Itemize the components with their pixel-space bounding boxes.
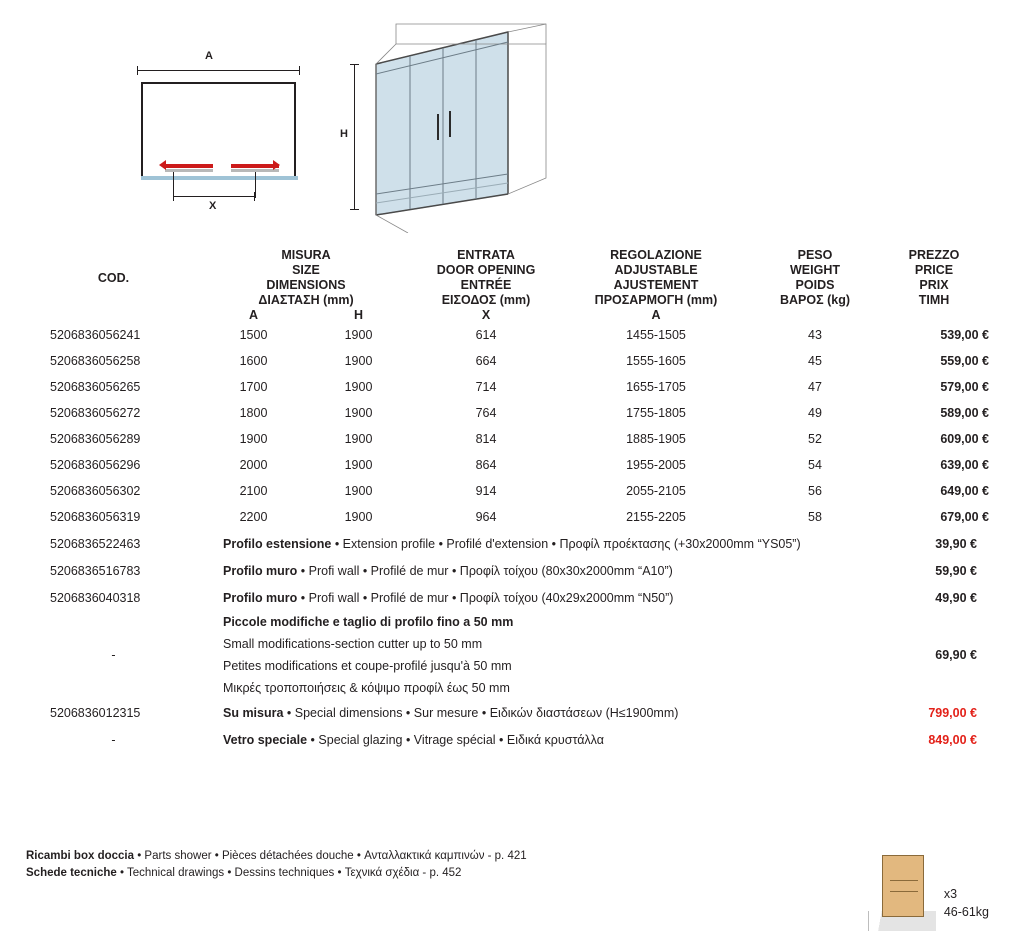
header-entry: [411, 248, 561, 308]
header-adjust: [561, 248, 751, 308]
table-row: [26, 478, 989, 504]
plan-tick-right: [255, 172, 256, 198]
cell-adjust: 2155-2205: [626, 510, 686, 524]
cell-h: 1900: [344, 406, 373, 420]
cell-description: [201, 557, 879, 584]
table-subheader-row: [26, 308, 989, 322]
footer-parts-rest: • Parts shower • Pièces détachées douche • Ανταλλακτικά καμπινών - p. 421: [134, 850, 527, 862]
dimension-label-h: H: [340, 128, 348, 140]
cell-price: 69,90 €: [935, 648, 977, 662]
header-adjust-fr: AJUSTEMENT: [613, 278, 699, 292]
special-row: [26, 699, 989, 726]
subheader-a: A: [248, 308, 259, 322]
cell-description: [201, 611, 879, 699]
arrow-left-icon: [159, 160, 166, 170]
cell-code: 5206836056319: [50, 510, 141, 524]
special-translations: • Special dimensions • Sur mesure • Ειδικών διαστάσεων (H≤1900mm): [283, 705, 679, 720]
header-entry-fr: ENTRÉE: [460, 278, 512, 292]
subheader-x: X: [481, 308, 491, 322]
cell-h: 1900: [344, 432, 373, 446]
cell-x: 764: [475, 406, 497, 420]
footer-parts-label: Ricambi box doccia: [26, 850, 135, 862]
cell-x: 814: [475, 432, 497, 446]
plan-door-right-red: [231, 164, 279, 168]
pallet-icon: [868, 855, 936, 931]
header-price-fr: PRIX: [919, 278, 949, 292]
packaging-weight: 46-61kg: [943, 905, 989, 919]
cell-adjust: 1955-2005: [626, 458, 686, 472]
cell-code: 5206836522463: [50, 536, 141, 551]
cell-weight: 54: [808, 458, 822, 472]
table-row: [26, 374, 989, 400]
diagram-area: [0, 0, 1015, 248]
cell-price: 849,00 €: [928, 732, 977, 747]
cell-adjust: 1885-1905: [626, 432, 686, 446]
dimension-line-h: [354, 64, 355, 210]
cell-description: [201, 584, 879, 611]
cell-x: 864: [475, 458, 497, 472]
special-name: Vetro speciale: [223, 732, 308, 747]
plan-view-diagram: [125, 48, 325, 212]
dimension-label-a: A: [205, 50, 213, 62]
cell-weight: 49: [808, 406, 822, 420]
table-header-row: [26, 248, 989, 308]
cell-a: 1900: [239, 432, 268, 446]
accessory-name: Profilo muro: [223, 563, 298, 578]
isometric-view-diagram: [338, 18, 558, 233]
table-row: [26, 400, 989, 426]
cell-code: 5206836056265: [50, 380, 141, 394]
table-row: [26, 426, 989, 452]
special-name: Su misura: [223, 705, 284, 720]
accessory-name: Profilo muro: [223, 590, 298, 605]
table-row: [26, 348, 989, 374]
cell-price: 49,90 €: [935, 590, 977, 605]
header-weight-it: PESO: [797, 248, 833, 262]
cell-code: 5206836056241: [50, 328, 141, 342]
footer-line-parts: [26, 848, 527, 865]
cell-code: 5206836040318: [50, 590, 141, 605]
header-adjust-en: ADJUSTABLE: [614, 263, 698, 277]
cell-code: 5206836012315: [50, 705, 141, 720]
header-size-en: SIZE: [292, 263, 320, 277]
cell-price: 639,00 €: [940, 458, 989, 472]
cell-a: 2000: [239, 458, 268, 472]
accessory-row: [26, 557, 989, 584]
cell-adjust: 2055-2105: [626, 484, 686, 498]
cell-code: 5206836056289: [50, 432, 141, 446]
subheader-blank: [26, 308, 201, 322]
accessory-row: [26, 530, 989, 557]
packaging-text: [944, 855, 989, 921]
cell-adjust: 1655-1705: [626, 380, 686, 394]
packaging-info: [868, 855, 989, 931]
cell-description: [201, 530, 879, 557]
header-entry-gr: ΕΙΣΟΔΟΣ (mm): [441, 293, 531, 307]
accessory-translations: • Profi wall • Profilé de mur • Προφίλ τοίχου (40x29x2000mm “N50”): [297, 590, 674, 605]
modifications-line-it: Piccole modifiche e taglio di profilo fino a 50 mm: [223, 615, 514, 629]
header-size-gr: ΔΙΑΣΤΑΣΗ (mm): [258, 293, 354, 307]
cell-x: 714: [475, 380, 497, 394]
cell-code: 5206836056296: [50, 458, 141, 472]
cell-h: 1900: [344, 328, 373, 342]
header-weight-gr: ΒΑΡΟΣ (kg): [779, 293, 850, 307]
cell-price: 539,00 €: [940, 328, 989, 342]
cell-weight: 45: [808, 354, 822, 368]
header-weight-en: WEIGHT: [790, 263, 840, 277]
header-entry-it: ENTRATA: [457, 248, 515, 262]
cell-adjust: 1555-1605: [626, 354, 686, 368]
cell-adjust: 1755-1805: [626, 406, 686, 420]
plan-floor-line: [141, 176, 298, 180]
cell-x: 664: [475, 354, 497, 368]
cell-h: 1900: [344, 510, 373, 524]
header-weight: [751, 248, 879, 308]
dimension-label-x: X: [209, 200, 217, 212]
special-row: [26, 726, 989, 753]
modifications-row: [26, 611, 989, 699]
cell-price: 39,90 €: [935, 536, 977, 551]
footer-drawings-label: Schede tecniche: [26, 867, 117, 879]
cell-x: 914: [475, 484, 497, 498]
cell-weight: 56: [808, 484, 822, 498]
accessory-name: Profilo estensione: [223, 536, 332, 551]
crate-panel: [882, 855, 924, 917]
cell-a: 1500: [239, 328, 268, 342]
cell-weight: 52: [808, 432, 822, 446]
cell-h: 1900: [344, 354, 373, 368]
subheader-price-blank: [879, 308, 989, 322]
cell-a: 2200: [239, 510, 268, 524]
header-adjust-it: REGOLAZIONE: [610, 248, 702, 262]
packaging-quantity: x3: [943, 887, 958, 901]
accessory-row: [26, 584, 989, 611]
cell-code: 5206836516783: [50, 563, 141, 578]
accessory-translations: • Extension profile • Profilé d'extension • Προφίλ προέκτασης (+30x2000mm “YS05”): [331, 536, 801, 551]
header-adjust-gr: ΠΡΟΣΑΡΜΟΓΗ (mm): [594, 293, 718, 307]
shower-enclosure-3d: [368, 18, 558, 233]
cell-code: 5206836056272: [50, 406, 141, 420]
cell-description: [201, 726, 879, 753]
special-translations: • Special glazing • Vitrage spécial • Ειδικά κρυστάλλα: [307, 732, 604, 747]
cell-price: 799,00 €: [928, 705, 977, 720]
modifications-line-en: Small modifications-section cutter up to 50 mm: [223, 637, 483, 651]
cell-a: 1700: [239, 380, 268, 394]
header-price: [879, 248, 989, 308]
subheader-adj: A: [651, 308, 661, 322]
accessory-translations: • Profi wall • Profilé de mur • Προφίλ τοίχου (80x30x2000mm “A10”): [297, 563, 673, 578]
dimension-line-x: [173, 196, 255, 197]
cell-price: 579,00 €: [940, 380, 989, 394]
table-row: [26, 452, 989, 478]
cell-price: 679,00 €: [940, 510, 989, 524]
cell-h: 1900: [344, 458, 373, 472]
footer-line-drawings: [26, 865, 527, 882]
modifications-line-fr: Petites modifications et coupe-profilé jusqu'à 50 mm: [223, 659, 512, 673]
footer-references: [26, 848, 527, 882]
header-entry-en: DOOR OPENING: [436, 263, 536, 277]
table-row: [26, 504, 989, 530]
header-size-fr: DIMENSIONS: [266, 278, 346, 292]
cell-x: 614: [475, 328, 497, 342]
header-size-it: MISURA: [281, 248, 331, 262]
cell-a: 1800: [239, 406, 268, 420]
header-size: [201, 248, 411, 308]
modifications-line-gr: Μικρές τροποποιήσεις & κόψιμο προφίλ έως 50 mm: [223, 681, 510, 695]
product-spec-table: [26, 248, 989, 753]
cell-weight: 58: [808, 510, 822, 524]
header-price-it: PREZZO: [908, 248, 960, 262]
footer-drawings-rest: • Technical drawings • Dessins techniques • Τεχνικά σχέδια - p. 452: [116, 867, 462, 879]
cell-x: 964: [475, 510, 497, 524]
header-cod: COD.: [97, 271, 130, 285]
cell-h: 1900: [344, 380, 373, 394]
cell-a: 2100: [239, 484, 268, 498]
plan-door-left-red: [165, 164, 213, 168]
cell-h: 1900: [344, 484, 373, 498]
cell-price: 609,00 €: [940, 432, 989, 446]
cell-weight: 43: [808, 328, 822, 342]
cell-description: [201, 699, 879, 726]
cell-price: 649,00 €: [940, 484, 989, 498]
cell-a: 1600: [239, 354, 268, 368]
cell-price: 589,00 €: [940, 406, 989, 420]
dimension-line-a: [137, 70, 300, 71]
table-row: [26, 322, 989, 348]
cell-adjust: 1455-1505: [626, 328, 686, 342]
subheader-h: H: [353, 308, 364, 322]
cell-code: 5206836056302: [50, 484, 141, 498]
cell-weight: 47: [808, 380, 822, 394]
cell-code: -: [111, 732, 116, 747]
cell-price: 559,00 €: [940, 354, 989, 368]
header-price-en: PRICE: [914, 263, 954, 277]
arrow-right-icon: [273, 160, 280, 170]
header-weight-fr: POIDS: [795, 278, 835, 292]
header-price-gr: ΤΙΜΗ: [918, 293, 950, 307]
cell-code: -: [111, 648, 116, 662]
cell-code: 5206836056258: [50, 354, 141, 368]
subheader-weight-blank: [751, 308, 879, 322]
cell-price: 59,90 €: [935, 563, 977, 578]
